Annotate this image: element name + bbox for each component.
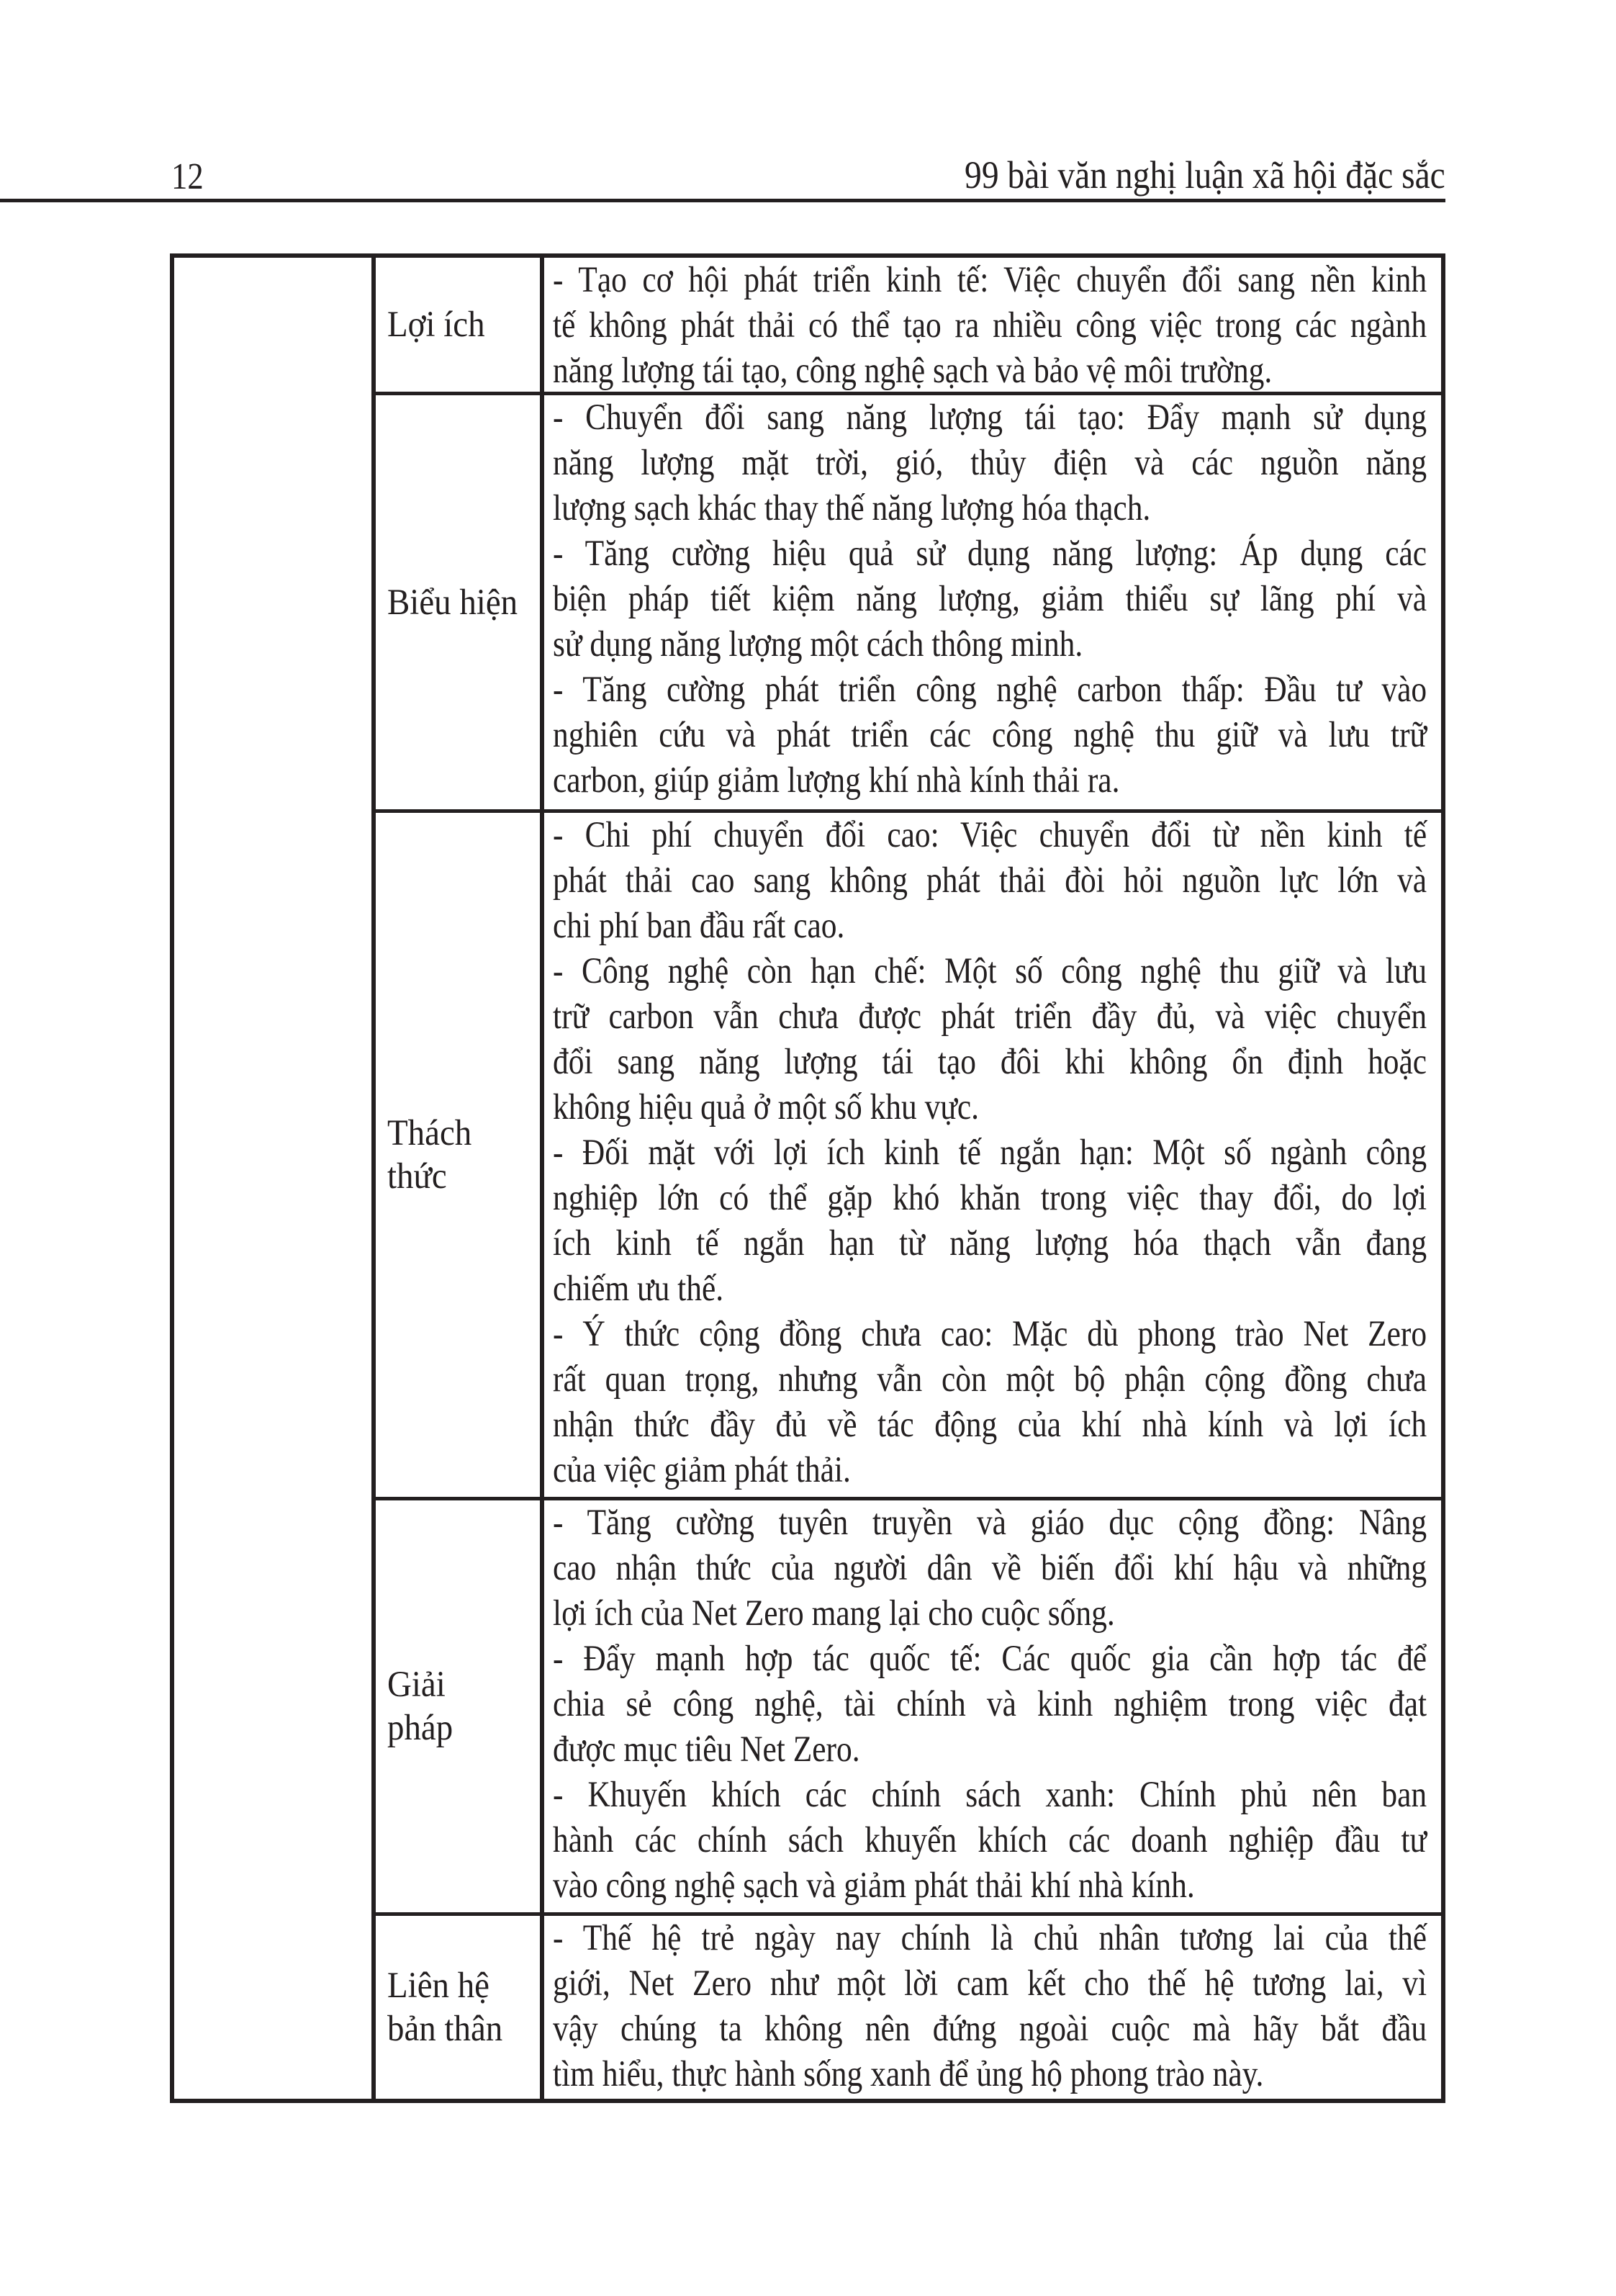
content-line: cao nhận thức của người dân về biến đổi khí hậu và những <box>553 1548 1427 1588</box>
running-header <box>0 0 1616 209</box>
content-line: nghiên cứu và phát triển các công nghệ thu giữ và lưu trữ <box>553 715 1427 755</box>
content-line: - Đối mặt với lợi ích kinh tế ngắn hạn: Một số ngành công <box>553 1133 1427 1173</box>
row-label-line: pháp <box>387 1708 453 1748</box>
content-line: chia sẻ công nghệ, tài chính và kinh nghiệm trong việc đạt <box>553 1684 1427 1724</box>
content-line: của việc giảm phát thải. <box>553 1450 851 1490</box>
row-label-line: thức <box>387 1156 447 1197</box>
content-line: chiếm ưu thế. <box>553 1269 724 1309</box>
row-label-cell <box>376 1500 544 1916</box>
content-line: đổi sang năng lượng tái tạo đôi khi không ổn định hoặc <box>553 1042 1427 1082</box>
content-line: được mục tiêu Net Zero. <box>553 1729 860 1770</box>
row-label-cell <box>376 258 544 395</box>
content-line: - Chi phí chuyển đổi cao: Việc chuyển đổi từ nền kinh tế <box>553 815 1427 855</box>
row-label-line: Giải <box>387 1665 446 1705</box>
content-line: - Ý thức cộng đồng chưa cao: Mặc dù phong trào Net Zero <box>553 1314 1427 1354</box>
row-label-line: Biểu hiện <box>387 582 518 623</box>
content-line: carbon, giúp giảm lượng khí nhà kính thải ra. <box>553 760 1120 801</box>
content-line: - Tăng cường phát triển công nghệ carbon thấp: Đầu tư vào <box>553 670 1427 710</box>
content-line: trữ carbon vẫn chưa được phát triển đầy đủ, và việc chuyển <box>553 996 1427 1037</box>
content-line: năng lượng mặt trời, gió, thủy điện và các nguồn năng <box>553 443 1427 483</box>
content-line: rất quan trọng, nhưng vẫn còn một bộ phận cộng đồng chưa <box>553 1359 1427 1400</box>
content-line: - Đẩy mạnh hợp tác quốc tế: Các quốc gia cần hợp tác để <box>553 1639 1427 1679</box>
content-line: sử dụng năng lượng một cách thông minh. <box>553 624 1083 665</box>
row-content-cell <box>544 395 1441 813</box>
row-label <box>387 1964 513 2050</box>
blank-section-column <box>174 258 376 2099</box>
content-line: tìm hiểu, thực hành sống xanh để ủng hộ phong trào này. <box>553 2054 1264 2094</box>
row-content-cell <box>544 1500 1441 1916</box>
content-line: năng lượng tái tạo, công nghệ sạch và bảo vệ môi trường. <box>553 351 1273 391</box>
content-line: hành các chính sách khuyến khích các doanh nghiệp đầu tư <box>553 1820 1427 1860</box>
content-line: nghiệp lớn có thể gặp khó khăn trong việc thay đổi, do lợi <box>553 1178 1427 1218</box>
content-line: vậy chúng ta không nên đứng ngoài cuộc mà hãy bắt đầu <box>553 2009 1427 2049</box>
content-line: - Khuyến khích các chính sách xanh: Chính phủ nên ban <box>553 1775 1427 1815</box>
row-label <box>387 1663 459 1750</box>
content-line: - Thế hệ trẻ ngày nay chính là chủ nhân tương lai của thế <box>553 1918 1427 1958</box>
content-line: - Tăng cường hiệu quả sử dụng năng lượng: Áp dụng các <box>553 534 1427 574</box>
content-line: nhận thức đầy đủ về tác động của khí nhà kính và lợi ích <box>553 1405 1427 1445</box>
row-label <box>387 1112 479 1198</box>
row-label <box>387 581 529 624</box>
page-number: 12 <box>171 156 204 197</box>
content-line: - Tạo cơ hội phát triển kinh tế: Việc chuyển đổi sang nền kinh <box>553 260 1427 300</box>
content-line: - Chuyển đổi sang năng lượng tái tạo: Đẩy mạnh sử dụng <box>553 397 1427 438</box>
row-label-line: Lợi ích <box>387 305 485 345</box>
row-content-cell <box>544 1916 1441 2099</box>
row-label-cell <box>376 1916 544 2099</box>
content-line: chi phí ban đầu rất cao. <box>553 906 845 946</box>
content-line: lợi ích của Net Zero mang lại cho cuộc sống. <box>553 1593 1115 1634</box>
row-label-line: Liên hệ <box>387 1966 490 2006</box>
row-label-cell <box>376 395 544 813</box>
row-label-cell <box>376 813 544 1500</box>
content-line: giới, Net Zero như một lời cam kết cho thế hệ tương lai, vì <box>553 1963 1427 2004</box>
content-line: tế không phát thải có thể tạo ra nhiều công việc trong các ngành <box>553 305 1427 346</box>
content-line: biện pháp tiết kiệm năng lượng, giảm thiểu sự lãng phí và <box>553 579 1427 619</box>
row-label <box>387 303 493 346</box>
content-line: vào công nghệ sạch và giảm phát thải khí nhà kính. <box>553 1865 1195 1906</box>
row-content-cell <box>544 813 1441 1500</box>
content-line: - Tăng cường tuyên truyền và giáo dục cộng đồng: Nâng <box>553 1503 1427 1543</box>
content-line: - Công nghệ còn hạn chế: Một số công nghệ thu giữ và lưu <box>553 951 1427 991</box>
content-line: lượng sạch khác thay thế năng lượng hóa thạch. <box>553 488 1151 528</box>
row-label-line: bản thân <box>387 2009 503 2049</box>
table-grid <box>174 258 1441 2099</box>
header-rule <box>0 199 1445 202</box>
outline-table <box>170 253 1445 2103</box>
book-title: 99 bài văn nghị luận xã hội đặc sắc <box>965 153 1445 197</box>
content-line: không hiệu quả ở một số khu vực. <box>553 1087 980 1127</box>
content-line: phát thải cao sang không phát thải đòi hỏi nguồn lực lớn và <box>553 860 1427 901</box>
content-line: ích kinh tế ngắn hạn từ năng lượng hóa thạch vẫn đang <box>553 1223 1427 1264</box>
row-content-cell <box>544 258 1441 395</box>
row-label-line: Thách <box>387 1113 472 1153</box>
